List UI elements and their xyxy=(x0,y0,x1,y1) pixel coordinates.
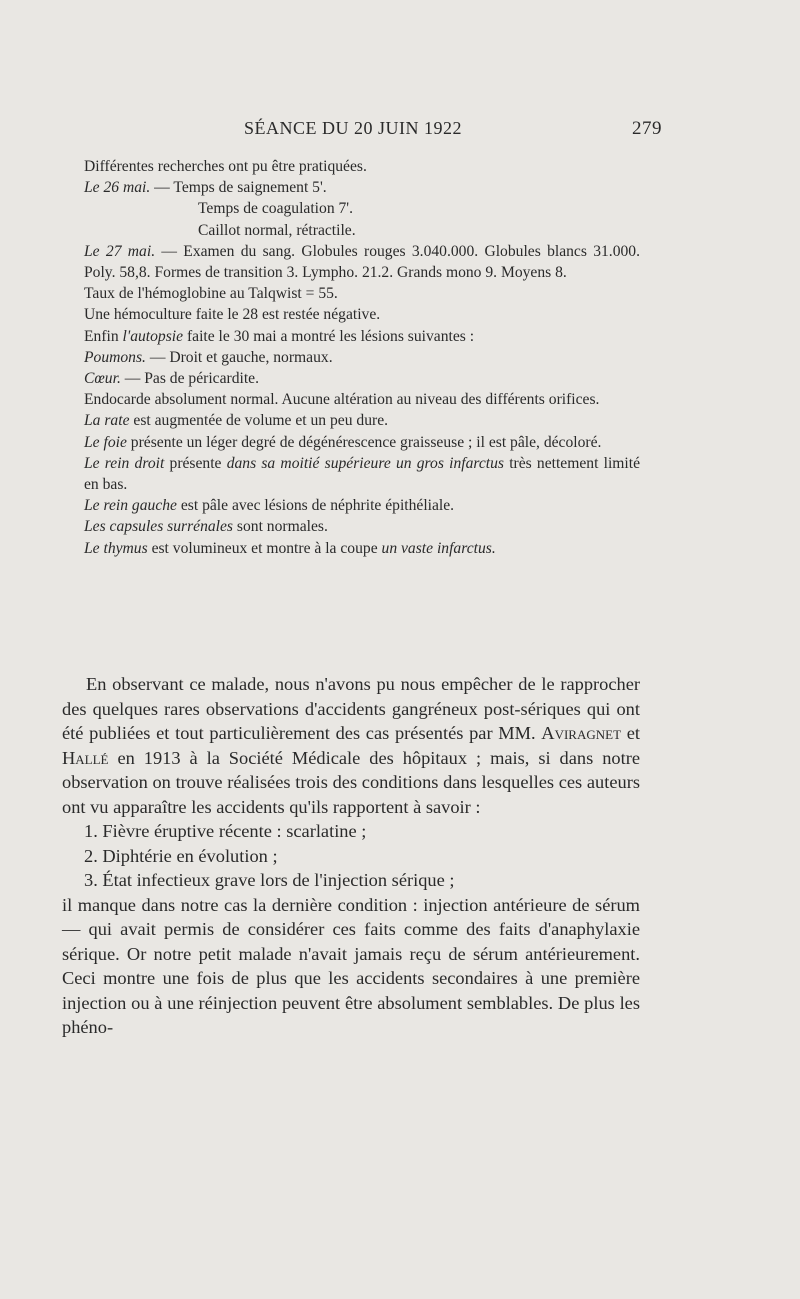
report-line xyxy=(84,241,640,283)
report-text: est pâle avec lésions de néphrite épithéliale. xyxy=(176,497,455,515)
italic-term: Le thymus xyxy=(84,539,148,557)
report-line xyxy=(84,410,640,431)
discussion-text xyxy=(62,672,640,1040)
report-line xyxy=(84,516,640,537)
report-line xyxy=(84,453,640,495)
report-text: — Examen du sang. Globules rouges 3.040.000. Globules blancs 31.000. Poly. 58,8. Formes de transition 3. Lympho. 21.2. Grands mono 9. Moyens 8. xyxy=(84,242,640,282)
italic-term: Cœur. xyxy=(84,370,121,388)
report-line xyxy=(84,432,640,453)
italic-term: dans sa moitié supérieure un gros infarctus xyxy=(226,454,504,472)
italic-term: Le rein droit xyxy=(84,454,165,472)
report-text: Enfin xyxy=(84,327,123,345)
italic-term: un vaste infarctus. xyxy=(381,539,496,557)
report-text: faite le 30 mai a montré les lésions suivantes : xyxy=(183,327,475,345)
report-text: présente un léger degré de dégénérescence graisseuse ; il est pâle, décoloré. xyxy=(126,433,602,451)
paragraph xyxy=(62,672,640,819)
paragraph-text: et xyxy=(621,723,640,743)
report-line xyxy=(84,347,640,368)
report-line: Endocarde absolument normal. Aucune altération au niveau des différents orifices. xyxy=(84,391,600,409)
report-text: présente xyxy=(164,454,227,472)
report-text: très nettement limité en bas. xyxy=(84,454,640,494)
report-line: Temps de coagulation 7'. xyxy=(198,200,354,218)
list-item: 3. État infectieux grave lors de l'injection sérique ; xyxy=(84,870,455,890)
paragraph-text: en 1913 à la Société Médicale des hôpitaux ; mais, si dans notre observation on trouve réalisées trois des conditions dans lesquelles ces auteurs ont vu apparaître les accidents qu'ils rapportent à savoir : xyxy=(62,747,640,817)
italic-term: Le rein gauche xyxy=(84,497,177,515)
page-number: 279 xyxy=(632,118,662,139)
author-name: Aviragnet xyxy=(541,723,622,743)
report-line xyxy=(84,368,640,389)
report-line xyxy=(84,495,640,516)
report-text: est volumineux et montre à la coupe xyxy=(147,539,382,557)
report-text: est augmentée de volume et un peu dure. xyxy=(129,412,389,430)
italic-term: Les capsules surrénales xyxy=(84,518,234,536)
report-line: Taux de l'hémoglobine au Talqwist = 55. xyxy=(84,285,338,303)
report-text: — Pas de péricardite. xyxy=(120,370,259,388)
report-line: Une hémoculture faite le 28 est restée négative. xyxy=(84,306,381,324)
report-line: Différentes recherches ont pu être pratiquées. xyxy=(84,158,367,175)
report-line xyxy=(84,177,640,198)
header-title: SÉANCE DU 20 JUIN 1922 xyxy=(244,118,462,138)
paragraph-text: En observant ce malade, nous n'avons pu nous empêcher de le rapprocher des quelques rares observations d'accidents gangréneux post-sériques qui ont été publiées et tout particulièrement des cas présentés par MM. xyxy=(62,674,640,743)
case-report xyxy=(84,156,640,559)
report-line xyxy=(84,538,640,559)
date-label: Le 26 mai. xyxy=(84,179,151,197)
list-item: 1. Fièvre éruptive récente : scarlatine ; xyxy=(84,821,367,841)
report-text: sont normales. xyxy=(233,518,328,536)
paragraph: il manque dans notre cas la dernière condition : injection antérieure de sérum — qui avait permis de considérer ces faits comme des faits d'anaphylaxie sérique. Or notre petit malade n'avait jamais reçu de sérum antérieurement. Ceci montre une fois de plus que les accidents secondaires à une première injection ou à une réinjection peuvent être absolument semblables. De plus les phéno- xyxy=(62,894,640,1037)
italic-term: l'autopsie xyxy=(122,327,184,345)
author-name: Hallé xyxy=(62,747,109,768)
list-item: 2. Diphtérie en évolution ; xyxy=(84,845,278,866)
italic-term: La rate xyxy=(84,412,130,430)
report-text: — Temps de saignement 5'. xyxy=(150,179,327,197)
date-label: Le 27 mai. xyxy=(84,242,156,260)
italic-term: Poumons. xyxy=(84,348,146,366)
report-line: Caillot normal, rétractile. xyxy=(198,221,356,239)
italic-term: Le foie xyxy=(84,433,127,451)
report-line xyxy=(84,326,640,347)
report-text: — Droit et gauche, normaux. xyxy=(145,348,333,366)
